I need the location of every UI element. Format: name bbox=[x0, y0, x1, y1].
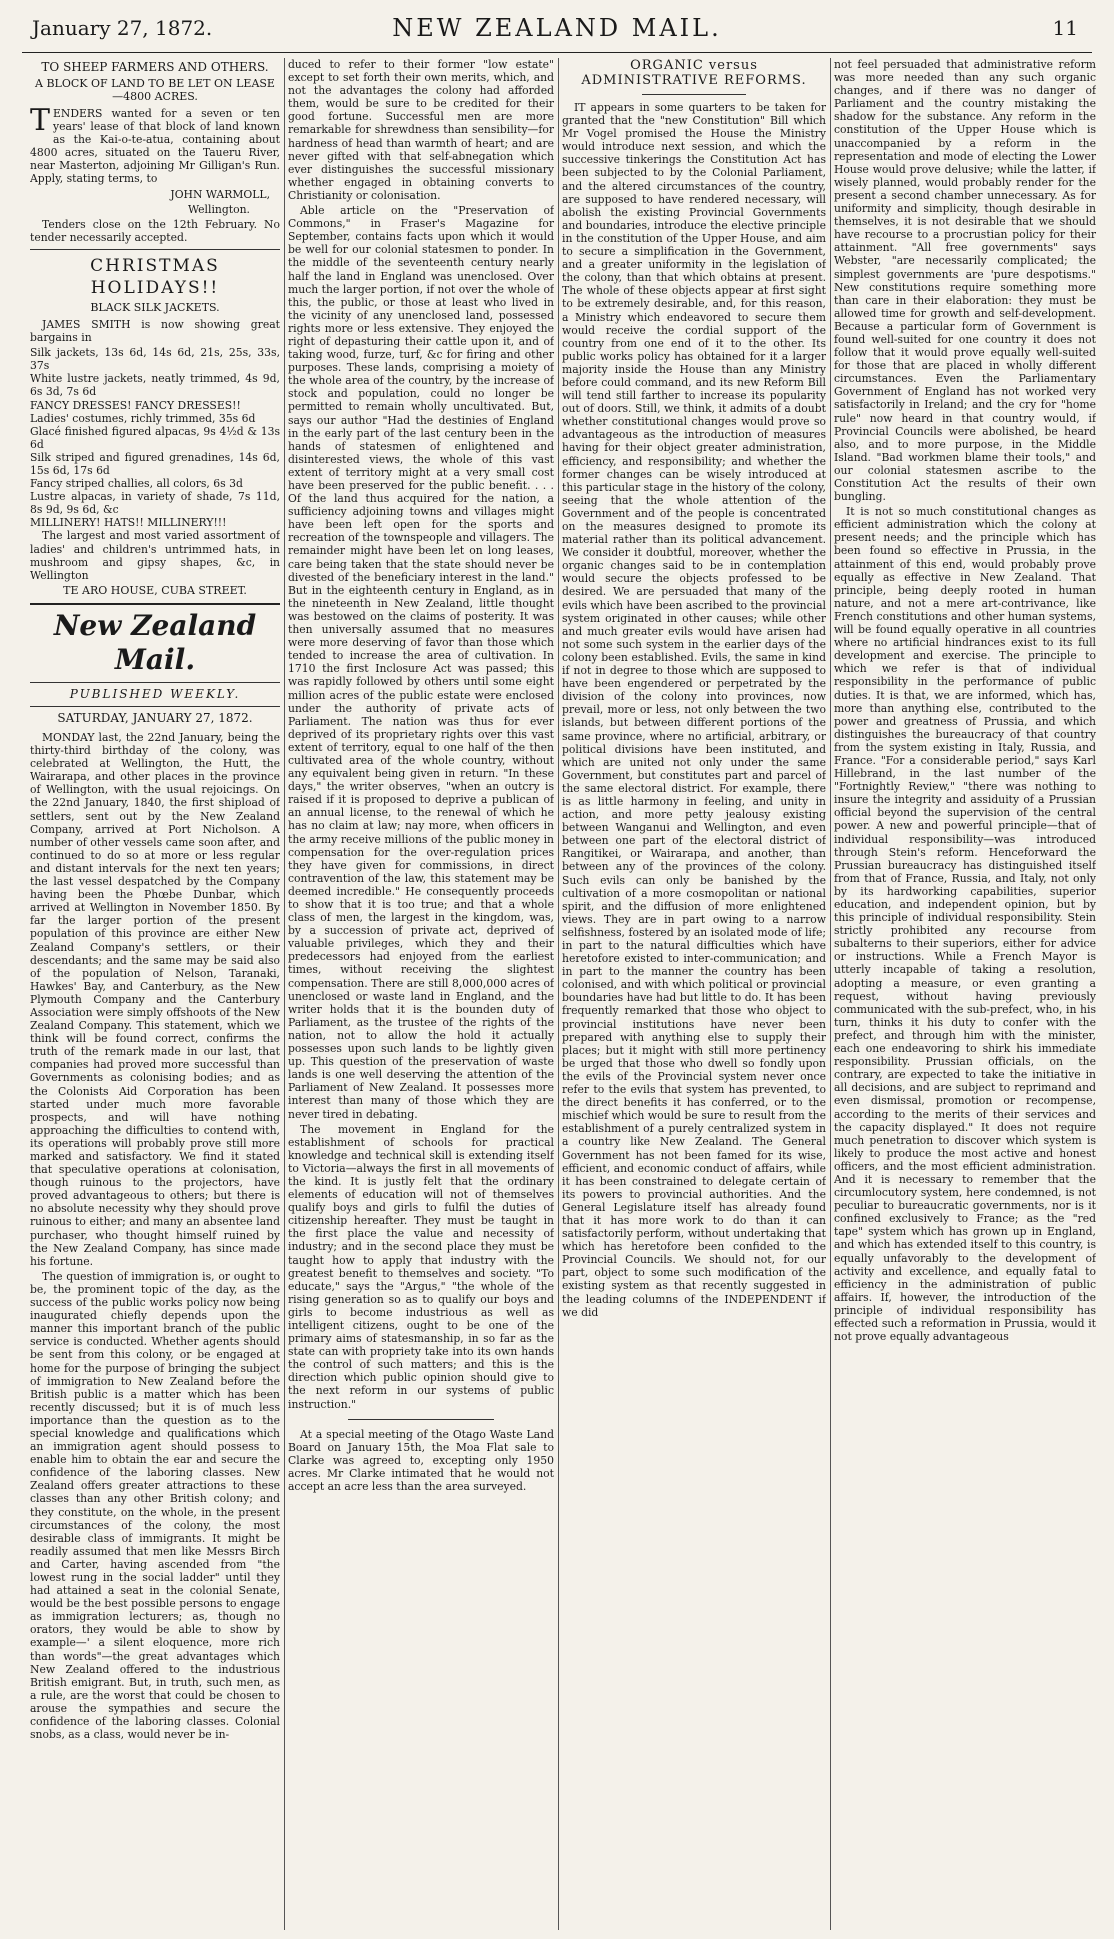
article-paragraph: The movement in England for the establishment of schools for practical knowledge and technical skill is extending itself to Victoria—always the first in all movements of the kind. It is justly felt that the ordinary elements of education will not of themselves qualify boys and girls to fulfil the duties of citizenship hereafter. They must be taught in the first place the value and necessity of industry; and in the second place they must be taught how to apply that industry with the greatest benefit to themselves and society. "To educate," says the "Argus," "the whole of the rising generation so as to qualify our boys and girls to become industrious as well as intelligent citizens, ought to be one of the primary aims of statesmanship, in so far as the state can with propriety take into its own hands the control of such matters; and this is the direction which public opinion should give to the next reform in our systems of public instruction." bbox=[288, 1122, 554, 1411]
divider bbox=[642, 94, 746, 95]
article-paragraph: not feel persuaded that administrative reform was more needed than any such organic changes, and if there was no danger of Parliament and the country mistaking the shadow for the substance. Any reform in the constitution of the Upper House which is unaccompanied by a reform in the representation and mode of electing the Lower House would prove delusive; while the latter, if wisely planned, would probably render for the present a second chamber unnecessary. As for uniformity and simplicity, though desirable in themselves, it is not desirable that we should have recourse to a procrustian policy for their attainment. "All free governments" says Webster, "are necessarily complicated; the simplest governments are 'pure despotisms." New constitutions require something more than care in their elaboration: they must be allowed time for growth and self-development. Because a particular form of Government is found well-suited for one country it does not follow that it would prove equally well-suited for those that are placed in wholly different circumstances. Even the Parliamentary Government of England has not worked very satisfactorily in Ireland; and the cry for "home rule" now heard in that country would, if Provincial Councils were abolished, be heard also, and to more purpose, in the Middle Island. "Bad workmen blame their tools," and our colonial statesmen ascribe to the Constitution Act the results of their own bungling. bbox=[834, 58, 1096, 504]
ad-sheep-body bbox=[30, 103, 280, 186]
price-line: Fancy striped challies, all colors, 6s 3d bbox=[30, 477, 243, 491]
article-paragraph: At a special meeting of the Otago Waste Land Board on January 15th, the Moa Flat sale to Clarke was agreed to, excepting only 1950 acres. Mr Clarke intimated that he would not accept an acre less than the area surveyed. bbox=[288, 1427, 554, 1494]
ad-xmas-sub: BLACK SILK JACKETS. bbox=[90, 300, 220, 314]
divider bbox=[348, 1419, 494, 1420]
column-4 bbox=[834, 58, 1096, 1930]
price-line: White lustre jackets, neatly trimmed, 4s 9d, 6s 3d, 7s 6d bbox=[30, 372, 280, 399]
divider bbox=[30, 706, 280, 707]
price-line: Silk jackets, 13s 6d, 14s 6d, 21s, 25s, 33s, 37s bbox=[30, 346, 280, 373]
newspaper-title: NEW ZEALAND MAIL. bbox=[392, 14, 722, 42]
column-rule bbox=[558, 58, 559, 1930]
article-paragraph: It is not so much constitutional changes as efficient administration which the colony at present needs; and the principle which has been found so effective in Prussia, in the attainment of this end, would probably prove equally as effective in New Zealand. That principle, being deeply rooted in human nature, and not a mere art-contrivance, like French constitutions and other human systems, will be found equally operative in all countries where no artificial hindrances exist to its full development and exercise. The principle to which we refer is that of individual responsibility in the performance of public duties. It is that, we are informed, which has, more than anything else, contributed to the power and greatness of Prussia, and which distinguishes the bureaucracy of that country from the system existing in Italy, Russia, and France. "For a considerable period," says Karl Hillebrand, in the last number of the "Fortnightly Review," "there was nothing to insure the integrity and assiduity of a Prussian official beyond the supervision of the central power. A new and powerful principle—that of individual responsibility—was introduced through Stein's reform. Henceforward the Prussian bureaucracy has distinguished itself from that of France, Russia, and Italy, not only by its hardworking capabilities, superior education, and independent opinion, but by this principle of individual responsibility. Stein strictly prohibited any recourse from subalterns to their superiors, either for advice or instructions. While a French Mayor is utterly incapable of taking a resolution, adopting a measure, or even granting a request, without having previously communicated with the sub-prefect, who, in his turn, thinks it his duty to confer with the prefect, and through him with the minister, each one endeavoring to shirk his immediate responsibility. Prussian officials, on the contrary, are expected to take the initiative in all decisions, and are subject to reprimand and even dismissal, promotion or recompense, according to the merits of their services and the capacity displayed." It does not require much penetration to discover which system is likely to produce the most active and honest officers, and the most efficient administration. And it is necessary to remember that the circumlocutory system, here condemned, is not peculiar to bureaucratic governments, nor is it confined exclusively to France; as the "red tape" system which has grown up in England, and which has extended itself to this country, is equally unfavorably to the development of activity and excellence, and equally fatal to efficiency in the administration of public affairs. If, however, the introduction of the principle of individual responsibility has effected such a reformation in Prussia, would it not prove equally advantageous bbox=[834, 505, 1096, 1344]
article-title: ORGANIC versus ADMINISTRATIVE REFORMS. bbox=[581, 58, 807, 88]
divider bbox=[30, 603, 280, 605]
dateline: SATURDAY, JANUARY 27, 1872. bbox=[57, 710, 253, 725]
column-2 bbox=[288, 58, 554, 1930]
article-paragraph: MONDAY last, the 22nd January, being the thirty-third birthday of the colony, was celebrated at Wellington, the Hutt, the Wairarapa, and other places in the province of Wellington, with the usual rejoicings. On the 22nd January, 1840, the first shipload of settlers, sent out by the New Zealand Company, arrived at Port Nicholson. A number of other vessels came soon after, and continued to do so at more or less regular and distant intervals for the next ten years; the last vessel despatched by the Company having been the Phœbe Dunbar, which arrived at Wellington in November 1850. By far the larger portion of the present population of this province are either New Zealand Company's settlers, or their descendants; and the same may be said also of the population of Nelson, Taranaki, Hawkes' Bay, and Canterbury, as the New Plymouth Company and the Canterbury Association were simply offshoots of the New Zealand Company. This statement, which we think will be found correct, confirms the truth of the remark made in our last, that companies had proved more successful than Governments as colonising bodies; and as the Colonists Aid Corporation has been started under much more favorable prospects, and will have nothing approaching the difficulties to contend with, its operations will probably prove still more marked and satisfactory. We find it stated that speculative operations at colonisation, though ruinous to the projectors, have proved advantageous to others; but there is no absolute necessity why they should prove ruinous to either; and many an absentee land purchaser, who thought himself ruined by the New Zealand Company, has since made his fortune. bbox=[30, 731, 280, 1268]
masthead: New Zealand Mail. bbox=[53, 608, 257, 676]
ad-sheep-text: ENDERS wanted for a seven or ten years' lease of that block of land known as the Kai-o-te-atua, containing about 4800 acres, situated on the Taueru River, near Masterton, adjoining Mr Gilligan's Run. Apply, stating terms, to bbox=[30, 107, 280, 186]
ad-xmas-title: CHRISTMAS HOLIDAYS!! bbox=[90, 255, 220, 298]
ad-sheep-name: JOHN WARMOLL, bbox=[170, 187, 270, 201]
column-rule bbox=[830, 58, 831, 1930]
price-line: Lustre alpacas, in variety of shade, 7s 11d, 8s 9d, 9s 6d, &c bbox=[30, 490, 280, 517]
column-rule bbox=[284, 58, 285, 1930]
price-line: Silk striped and figured grenadines, 14s 6d, 15s 6d, 17s 6d bbox=[30, 450, 280, 477]
ad-xmas-price-list bbox=[30, 346, 280, 529]
article-paragraph: Able article on the "Preservation of Commons," in Fraser's Magazine for September, contains facts upon which it would be well for our colonial statesmen to ponder. In the middle of the seventeenth century nearly half the land in England was unenclosed. Over much the larger portion, if not over the whole of this, the public, or those at least who lived in the vicinity of any unenclosed land, possessed rights more or less extensive. They enjoyed the right of depasturing their cattle upon it, and of taking wood, furze, turf, &c for firing and other purposes. These lands, comprising a moiety of the whole area of the country, by the increase of stock and population, could no longer be permitted to remain wholly uncultivated. But, says our author "Had the destinies of England in the early part of the last century been in the hands of statesmen of enlightened and disinterested views, the whole of this vast extent of territory might at a very small cost have been preserved for the public benefit. . . . Of the land thus acquired for the nation, a sufficiency adjoining towns and villages might have been left open for the sports and recreation of the townspeople and villagers. The remainder might have been let on long leases, care being taken that the state should never be divested of the beneficiary interest in the land." But in the eighteenth century in England, as in the nineteenth in New Zealand, little thought was bestowed on the claims of posterity. It was then universally assumed that no measures were more deserving of favor than those which tended to increase the area of cultivation. In 1710 the first Inclosure Act was passed; this was rapidly followed by others until some eight million acres of the public estate were enclosed under the authority of private acts of Parliament. The nation was thus for ever deprived of its proprietary rights over this vast extent of territory, equal to one half of the then cultivated area of the whole country, without any equivalent being given in return. "In these days," the writer observes, "when an outcry is raised if it is proposed to deprive a publican of an annual license, to the renewal of which he has no claim at law; nay more, when officers in the army receive millions of the public money in compensation for the over-regulation prices they have given for commissions, in direct contravention of the law, this statement may be deemed incredible." He consequently proceeds to show that it is too true; and that a whole class of men, the largest in the kingdom, was, by a succession of private act, deprived of valuable privileges, which they and their predecessors had enjoyed from the earliest times, without receiving the slightest compensation. There are still 8,000,000 acres of unenclosed or waste land in England, and the writer holds that it is the bounden duty of Parliament, as the trustee of the rights of the nation, not to allow the hold it actually possesses upon such lands to be lightly given up. This question of the preservation of waste lands is one well deserving the attention of the Parliament of New Zealand. It possesses more interest than many of those which they are never tired in debating. bbox=[288, 204, 554, 1121]
price-line: FANCY DRESSES! FANCY DRESSES!! bbox=[30, 398, 241, 412]
ad-sheep-footer: Tenders close on the 12th February. No tender necessarily accepted. bbox=[30, 217, 280, 244]
article-paragraph: IT appears in some quarters to be taken for granted that the "new Constitution" Bill which Mr Vogel promised the House the Ministry would introduce next session, and which the successive tinkerings the Constitution Act has been subjected to by the Colonial Parliament, and the altered circumstances of the country, are supposed to have rendered necessary, will abolish the existing Provincial Governments and boundaries, introduce the elective principle in the constitution of the Upper House, and aim to secure a simplification in the Government, and a greater uniformity in the legislation of the colony, than that which obtains at present. The whole of these objects appear at first sight to be extremely desirable, and, for this reason, a Ministry which endeavored to secure them would receive the cordial support of the country from one end of it to the other. Its public works policy has obtained for it a larger majority inside the House than any Ministry before could command, and its new Reform Bill will tend still farther to increase its popularity out of doors. Still, we think, it admits of a doubt whether constitutional changes would prove so advantageous as the introduction of measures having for their object greater administration, efficiency, and responsibility; and whether the former changes can be wisely introduced at this particular stage in the history of the colony, seeing that the whole attention of the Government and of the people is concentrated on the measures designed to promote its material rather than its political advancement. We consider it doubtful, moreover, whether the organic changes said to be in contemplation would secure the objects professed to be desired. We are persuaded that many of the evils which have been ascribed to the provincial system originated in other causes; while other and much greater evils would have arisen had not some such system in the earlier days of the colony been established. Evils, the same in kind if not in degree to those which are supposed to have been engendered or perpetrated by the division of the colony into provinces, now prevail, more or less, not only between the two islands, but between different portions of the same province, where no artificial, arbitrary, or political divisions have been instituted, and which are united not only under the same Government, but constitutes part and parcel of the same electoral district. For example, there is as little harmony in feeling, and unity in action, and more petty jealousy existing between Wanganui and Wellington, and even between one part of the electoral district of Rangitikei, or Wairarapa, and another, than between any of the provinces of the colony. Such evils can only be banished by the cultivation of a more cosmopolitan or national spirit, and the diffusion of more enlightened views. They are in part owing to a narrow selfishness, fostered by an isolated mode of life; in part to the natural difficulties which have heretofore existed to inter-communication; and in part to the manner the country has been colonised, and with which political or provincial boundaries have had but little to do. It has been frequently remarked that those who object to provincial institutions have never been prepared with anything else to supply their places; but it might with still more pertinency be urged that those who dwell so fondly upon the evils of the Provincial system never once refer to the evils that system has prevented, to the direct benefits it has conferred, or to the mischief which would be sure to result from the establishment of a purely centralized system in a country like New Zealand. The General Government has not been famed for its wise, efficient, and economic conduct of affairs, while it has been constrained to delegate certain of its powers to provincial authorities. And the General Legislature itself has already found that it has more work to do than it can satisfactorily perform, without undertaking that which has heretofore been confided to the Provincial Councils. We should not, for our part, object to some such modification of the existing system as that recently suggested in the leading columns of the INDEPENDENT if we did bbox=[562, 101, 826, 1319]
dropcap: T bbox=[30, 103, 51, 138]
divider bbox=[30, 682, 280, 683]
ad-sheep-subtitle: A BLOCK OF LAND TO BE LET ON LEASE—4800 ACRES. bbox=[35, 77, 275, 103]
ad-xmas-footer: TE ARO HOUSE, CUBA STREET. bbox=[63, 583, 247, 597]
price-line: Ladies' costumes, richly trimmed, 35s 6d bbox=[30, 411, 256, 425]
price-line: Glacé finished figured alpacas, 9s 4½d & 13s 6d bbox=[30, 424, 280, 451]
ad-sheep-place: Wellington. bbox=[187, 202, 250, 216]
ad-xmas-intro: JAMES SMITH is now showing great bargains in bbox=[30, 317, 280, 345]
article-paragraph: The question of immigration is, or ought to be, the prominent topic of the day, as the success of the public works policy now being inaugurated chiefly depends upon the manner this important branch of the public service is conducted. Whether agents should be sent from this colony, or be engaged at home for the purpose of bringing the subject of immigration to New Zealand before the British public is a matter which has been recently discussed; but it is of much less importance than the question as to the special knowledge and qualifications which an immigration agent should possess to enable him to obtain the ear and secure the confidence of the laboring classes. New Zealand offers greater attractions to these classes than any other British colony; and they constitute, on the whole, in the present circumstances of the colony, the most desirable class of immigrants. It might be readily assumed that men like Messrs Birch and Carter, having ascended from "the lowest rung in the social ladder" until they had attained a seat in the colonial Senate, would be the best possible persons to engage as immigration lecturers; as, though no orators, they would be able to show by example—' a silent eloquence, more rich than words"—the great advantages which New Zealand offered to the industrious British emigrant. But, in truth, such men, as a rule, are the worst that could be chosen to arouse the sympathies and secure the confidence of the laboring classes. Colonial snobs, as a class, would never be in- bbox=[30, 1269, 280, 1742]
column-3 bbox=[562, 58, 826, 1930]
page-number: 11 bbox=[1052, 16, 1078, 40]
price-line: MILLINERY! HATS!! MILLINERY!!! bbox=[30, 516, 227, 530]
column-1 bbox=[30, 58, 280, 1930]
published-weekly: PUBLISHED WEEKLY. bbox=[69, 686, 241, 701]
ad-sheep-title: TO SHEEP FARMERS AND OTHERS. bbox=[41, 60, 269, 74]
article-paragraph: duced to refer to their former "low estate" except to set forth their own merits, which, and not the advantages the colony had afforded them, would be sure to be credited for their good fortune. Successful men are more remarkable for shrewdness than sensibility—for hardness of head than warmth of heart; and are never gifted with that self-abnegation which ever distinguishes the successful missionary whether engaged in obtaining converts to Christianity or colonisation. bbox=[288, 58, 554, 202]
header-date: January 27, 1872. bbox=[32, 16, 213, 40]
ad-xmas-body: The largest and most varied assortment of ladies' and children's untrimmed hats, in mushroom and gipsy shapes, &c, in Wellington bbox=[30, 529, 280, 582]
divider bbox=[30, 249, 280, 250]
page-header bbox=[22, 12, 1092, 53]
